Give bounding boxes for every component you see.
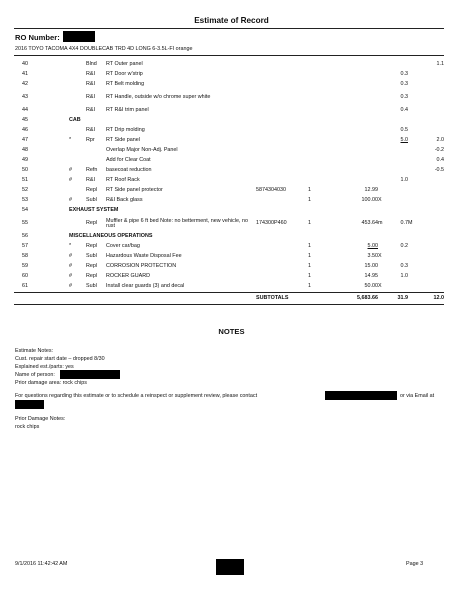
price-flag [378, 262, 386, 272]
labor-hours: 1.0 [400, 273, 408, 280]
line-description: Muffler & pipe 6 ft bed Note: no betterment, new vehicle, no rust [106, 217, 248, 229]
paint-hours [416, 80, 444, 90]
extended-price: 3.50 [367, 253, 378, 260]
line-marker [69, 146, 86, 156]
labor-flag [408, 186, 416, 196]
part-number [256, 136, 308, 146]
table-row [14, 232, 444, 242]
line-description: RT Handle, outside w/o chrome super white [106, 94, 211, 101]
estimate-line-table [14, 60, 444, 305]
operation: Subl [86, 253, 97, 260]
line-number: 54 [22, 207, 28, 214]
extended-price [338, 80, 378, 90]
table-row [14, 60, 444, 70]
paint-hours [416, 70, 444, 80]
quantity [308, 60, 338, 70]
line-marker [69, 90, 86, 106]
table-row [14, 116, 444, 126]
line-marker: # [69, 283, 72, 290]
operation: R&I [86, 94, 95, 101]
prior-damage-area-note: Prior damage area: rock chips [15, 380, 87, 386]
price-flag [378, 126, 386, 136]
line-number: 57 [22, 243, 28, 250]
prior-damage-notes-value: rock chips [15, 424, 40, 430]
estimate-notes-label: Estimate Notes: [15, 348, 54, 354]
quantity: 1 [308, 273, 311, 280]
line-number: 53 [22, 197, 28, 204]
table-row [14, 70, 444, 80]
labor-flag [408, 90, 416, 106]
labor-hours: 0.3 [400, 94, 408, 101]
table-row [14, 206, 444, 216]
paint-hours [416, 176, 444, 186]
table-row [14, 156, 444, 166]
paint-hours [416, 242, 444, 252]
quantity [308, 166, 338, 176]
extended-price [338, 176, 378, 186]
part-number [256, 176, 308, 186]
paint-hours [416, 186, 444, 196]
line-number: 55 [22, 220, 28, 227]
labor-hours: 0.3 [400, 81, 408, 88]
line-number: 50 [22, 167, 28, 174]
part-number [256, 242, 308, 252]
part-number [256, 126, 308, 136]
line-description: Overlap Major Non-Adj. Panel [106, 147, 178, 154]
part-number [256, 70, 308, 80]
line-description: RT Drip molding [106, 127, 145, 134]
line-number: 48 [22, 147, 28, 154]
vehicle-rule [14, 55, 444, 56]
line-number: 58 [22, 253, 28, 260]
labor-flag: M [408, 220, 413, 227]
extended-price: 50.00 [364, 283, 378, 290]
line-marker [69, 70, 86, 80]
table-row [14, 262, 444, 272]
operation: R&I [86, 107, 95, 114]
line-description: basecoat reduction [106, 167, 152, 174]
quantity: 1 [308, 283, 311, 290]
extended-price: 100.00 [361, 197, 378, 204]
quantity: 1 [308, 197, 311, 204]
extended-price [338, 126, 378, 136]
labor-flag [408, 252, 416, 262]
line-number: 44 [22, 107, 28, 114]
labor-flag [408, 262, 416, 272]
prior-damage-notes-label: Prior Damage Notes: [15, 416, 66, 422]
paint-hours [416, 216, 444, 232]
paint-hours: 0.4 [436, 157, 444, 164]
explained-note: Explained est./parts: yes [15, 364, 74, 370]
extended-price: 5.00 [367, 243, 378, 250]
quantity: 1 [308, 253, 311, 260]
part-number [256, 282, 308, 293]
price-flag: X [378, 283, 382, 290]
operation: Refn [86, 167, 98, 174]
price-flag [378, 70, 386, 80]
price-flag [378, 80, 386, 90]
paint-hours: 2.0 [436, 137, 444, 144]
labor-hours: 0.3 [400, 71, 408, 78]
table-row [14, 166, 444, 176]
labor-flag [408, 106, 416, 116]
operation: Subl [86, 283, 97, 290]
operation [86, 156, 106, 166]
line-marker: # [69, 197, 72, 204]
subtotals-label: SUBTOTALS [256, 293, 338, 305]
operation: Repl [86, 187, 98, 194]
quantity: 1 [308, 243, 311, 250]
paint-hours [416, 272, 444, 282]
extended-price [338, 136, 378, 146]
operation [86, 146, 106, 156]
labor-hours: 5.0 [400, 137, 408, 144]
redaction-person-name [60, 370, 120, 379]
line-number: 47 [22, 137, 28, 144]
table-row [14, 80, 444, 90]
ro-number-label: RO Number: [15, 33, 60, 42]
labor-hours [386, 60, 408, 70]
quantity [308, 106, 338, 116]
labor-hours: 0.4 [400, 107, 408, 114]
price-flag [378, 156, 386, 166]
title-rule [14, 28, 444, 29]
line-description: RT Outer panel [106, 61, 143, 68]
labor-flag [408, 176, 416, 186]
part-number [256, 196, 308, 206]
page-title: Estimate of Record [194, 16, 269, 25]
table-row [14, 272, 444, 282]
table-row [14, 282, 444, 293]
paint-hours: -0.2 [434, 147, 444, 154]
table-row [14, 176, 444, 186]
estimate-rows [14, 60, 444, 305]
quantity: 1 [308, 263, 311, 270]
labor-flag [408, 156, 416, 166]
table-row [14, 136, 444, 146]
price-flag [378, 106, 386, 116]
labor-hours: 0.2 [400, 243, 408, 250]
line-description: CORROSION PROTECTION [106, 263, 177, 270]
redaction-contact [325, 391, 397, 400]
price-flag: X [378, 253, 382, 260]
extended-price [338, 156, 378, 166]
extended-price: 453.64 [361, 220, 378, 227]
part-number [256, 146, 308, 156]
labor-flag [408, 126, 416, 136]
cust-repair-note: Cust. repair start date – dropped 8/30 [15, 356, 105, 362]
via-email-note: or via Email at [400, 393, 435, 399]
price-flag [378, 90, 386, 106]
line-number: 45 [22, 117, 28, 124]
paint-hours [416, 126, 444, 136]
part-number [256, 106, 308, 116]
extended-price [338, 166, 378, 176]
line-marker: * [69, 137, 72, 144]
quantity: 1 [308, 220, 311, 227]
notes-heading: NOTES [218, 327, 245, 336]
part-number [256, 156, 308, 166]
price-flag [378, 176, 386, 186]
part-number [256, 272, 308, 282]
line-description: R&I Back glass [106, 197, 143, 204]
line-description: RT R&I trim panel [106, 107, 149, 114]
operation: Repl [86, 273, 98, 280]
line-number: 42 [22, 81, 28, 88]
operation: Repl [86, 220, 98, 227]
table-row [14, 196, 444, 206]
labor-hours [386, 282, 408, 293]
quantity [308, 90, 338, 106]
extended-price: 14.95 [364, 273, 378, 280]
operation: Blnd [86, 61, 97, 68]
labor-flag [408, 242, 416, 252]
extended-price [338, 70, 378, 80]
subtotals-row [14, 293, 444, 305]
line-marker: # [69, 253, 72, 260]
line-number: 43 [22, 94, 28, 101]
operation: Repl [86, 243, 98, 250]
section-heading: CAB [69, 117, 81, 124]
paint-hours [416, 262, 444, 272]
price-flag [378, 60, 386, 70]
part-number: 174300P460 [256, 220, 287, 227]
line-marker [69, 60, 86, 70]
line-marker: # [69, 167, 72, 174]
line-number: 49 [22, 157, 28, 164]
extended-price [338, 60, 378, 70]
line-number: 59 [22, 263, 28, 270]
line-marker: # [69, 263, 72, 270]
paint-hours [416, 282, 444, 293]
section-heading: MISCELLANEOUS OPERATIONS [69, 233, 153, 240]
operation: Subl [86, 197, 97, 204]
price-flag [378, 186, 386, 196]
labor-flag [408, 196, 416, 206]
line-number: 52 [22, 187, 28, 194]
line-marker [69, 216, 86, 232]
labor-flag [408, 136, 416, 146]
part-number [256, 166, 308, 176]
subtotal-paint: 12.0 [416, 293, 444, 305]
operation: R&I [86, 81, 95, 88]
price-flag: X [378, 197, 382, 204]
table-row [14, 90, 444, 106]
subtotal-gap [408, 293, 416, 305]
extended-price: 15.00 [364, 263, 378, 270]
line-marker: * [69, 243, 72, 250]
line-number: 61 [22, 283, 28, 290]
line-marker: # [69, 177, 72, 184]
part-number: 5874304030 [256, 187, 286, 194]
subtotal-spacer [14, 293, 256, 305]
line-number: 56 [22, 233, 28, 240]
redaction-ro-number [63, 31, 95, 42]
price-flag [378, 242, 386, 252]
operation: R&I [86, 71, 95, 78]
quantity [308, 136, 338, 146]
labor-flag [408, 70, 416, 80]
price-flag [378, 146, 386, 156]
subtotal-labor: 31.9 [386, 293, 408, 305]
quantity [308, 156, 338, 166]
line-description: ROCKER GUARD [106, 273, 151, 280]
paint-hours: 1.1 [436, 61, 444, 68]
table-row [14, 216, 444, 232]
quantity [308, 70, 338, 80]
labor-hours: 1.0 [400, 177, 408, 184]
line-marker [69, 186, 86, 196]
labor-hours [386, 252, 408, 262]
line-number: 60 [22, 273, 28, 280]
vehicle-description: 2016 TOYO TACOMA 4X4 DOUBLECAB TRD 4D LONG 6-3.5L-FI orange [15, 46, 193, 52]
extended-price [338, 106, 378, 116]
labor-flag [408, 282, 416, 293]
line-marker [69, 156, 86, 166]
quantity [308, 146, 338, 156]
table-row [14, 242, 444, 252]
labor-hours [386, 196, 408, 206]
table-row [14, 252, 444, 262]
table-row [14, 126, 444, 136]
paint-hours [416, 196, 444, 206]
part-number [256, 60, 308, 70]
labor-flag [408, 80, 416, 90]
subtotal-gap [378, 293, 386, 305]
part-number [256, 252, 308, 262]
line-marker [69, 126, 86, 136]
name-of-person-note: Name of person: [15, 372, 55, 378]
operation: R&I [86, 127, 95, 134]
line-description: Add for Clear Coat [106, 157, 151, 164]
price-flag [378, 166, 386, 176]
price-flag [378, 272, 386, 282]
subtotal-price: 5,683.66 [338, 293, 378, 305]
line-number: 51 [22, 177, 28, 184]
table-row [14, 186, 444, 196]
table-row [14, 106, 444, 116]
quantity [308, 80, 338, 90]
operation: Repl [86, 263, 98, 270]
line-marker [69, 80, 86, 90]
labor-hours: 0.5 [400, 127, 408, 134]
paint-hours [416, 106, 444, 116]
price-flag [378, 136, 386, 146]
operation: Rpr [86, 137, 95, 144]
extended-price [338, 146, 378, 156]
extended-price [338, 90, 378, 106]
labor-flag [408, 166, 416, 176]
redaction-footer [216, 559, 244, 575]
extended-price: 12.99 [364, 187, 378, 194]
labor-flag [408, 272, 416, 282]
line-description: RT Door w'strip [106, 71, 143, 78]
footer-page-number: Page 3 [406, 561, 424, 567]
labor-hours [386, 146, 408, 156]
quantity [308, 126, 338, 136]
table-row [14, 146, 444, 156]
labor-hours [386, 166, 408, 176]
part-number [256, 90, 308, 106]
line-marker: # [69, 273, 72, 280]
line-number: 40 [22, 61, 28, 68]
line-description: RT Roof Rack [106, 177, 140, 184]
labor-flag [408, 146, 416, 156]
quantity [308, 176, 338, 186]
paint-hours [416, 252, 444, 262]
line-description: Cover car/bag [106, 243, 140, 250]
labor-hours [386, 156, 408, 166]
contact-questions-note: For questions regarding this estimate or to schedule a reinspect or supplement review, please contact [15, 393, 258, 399]
line-marker [69, 106, 86, 116]
paint-hours: -0.5 [434, 167, 444, 174]
line-description: Install clear guards (3) and decal [106, 283, 185, 290]
line-number: 41 [22, 71, 28, 78]
paint-hours [416, 90, 444, 106]
price-flag: m [378, 220, 383, 227]
labor-hours [386, 186, 408, 196]
quantity: 1 [308, 187, 311, 194]
redaction-email [15, 400, 44, 409]
labor-hours: 0.7 [400, 220, 408, 227]
section-heading: EXHAUST SYSTEM [69, 207, 119, 214]
labor-hours: 0.3 [400, 263, 408, 270]
line-description: RT Side panel [106, 137, 140, 144]
operation: R&I [86, 177, 95, 184]
line-description: RT Belt molding [106, 81, 145, 88]
labor-flag [408, 60, 416, 70]
footer-datetime: 9/1/2016 11:42:42 AM [15, 561, 68, 567]
part-number [256, 80, 308, 90]
line-description: Hazardous Waste Disposal Fee [106, 253, 182, 260]
line-number: 46 [22, 127, 28, 134]
line-description: RT Side panel protector [106, 187, 163, 194]
part-number [256, 262, 308, 272]
